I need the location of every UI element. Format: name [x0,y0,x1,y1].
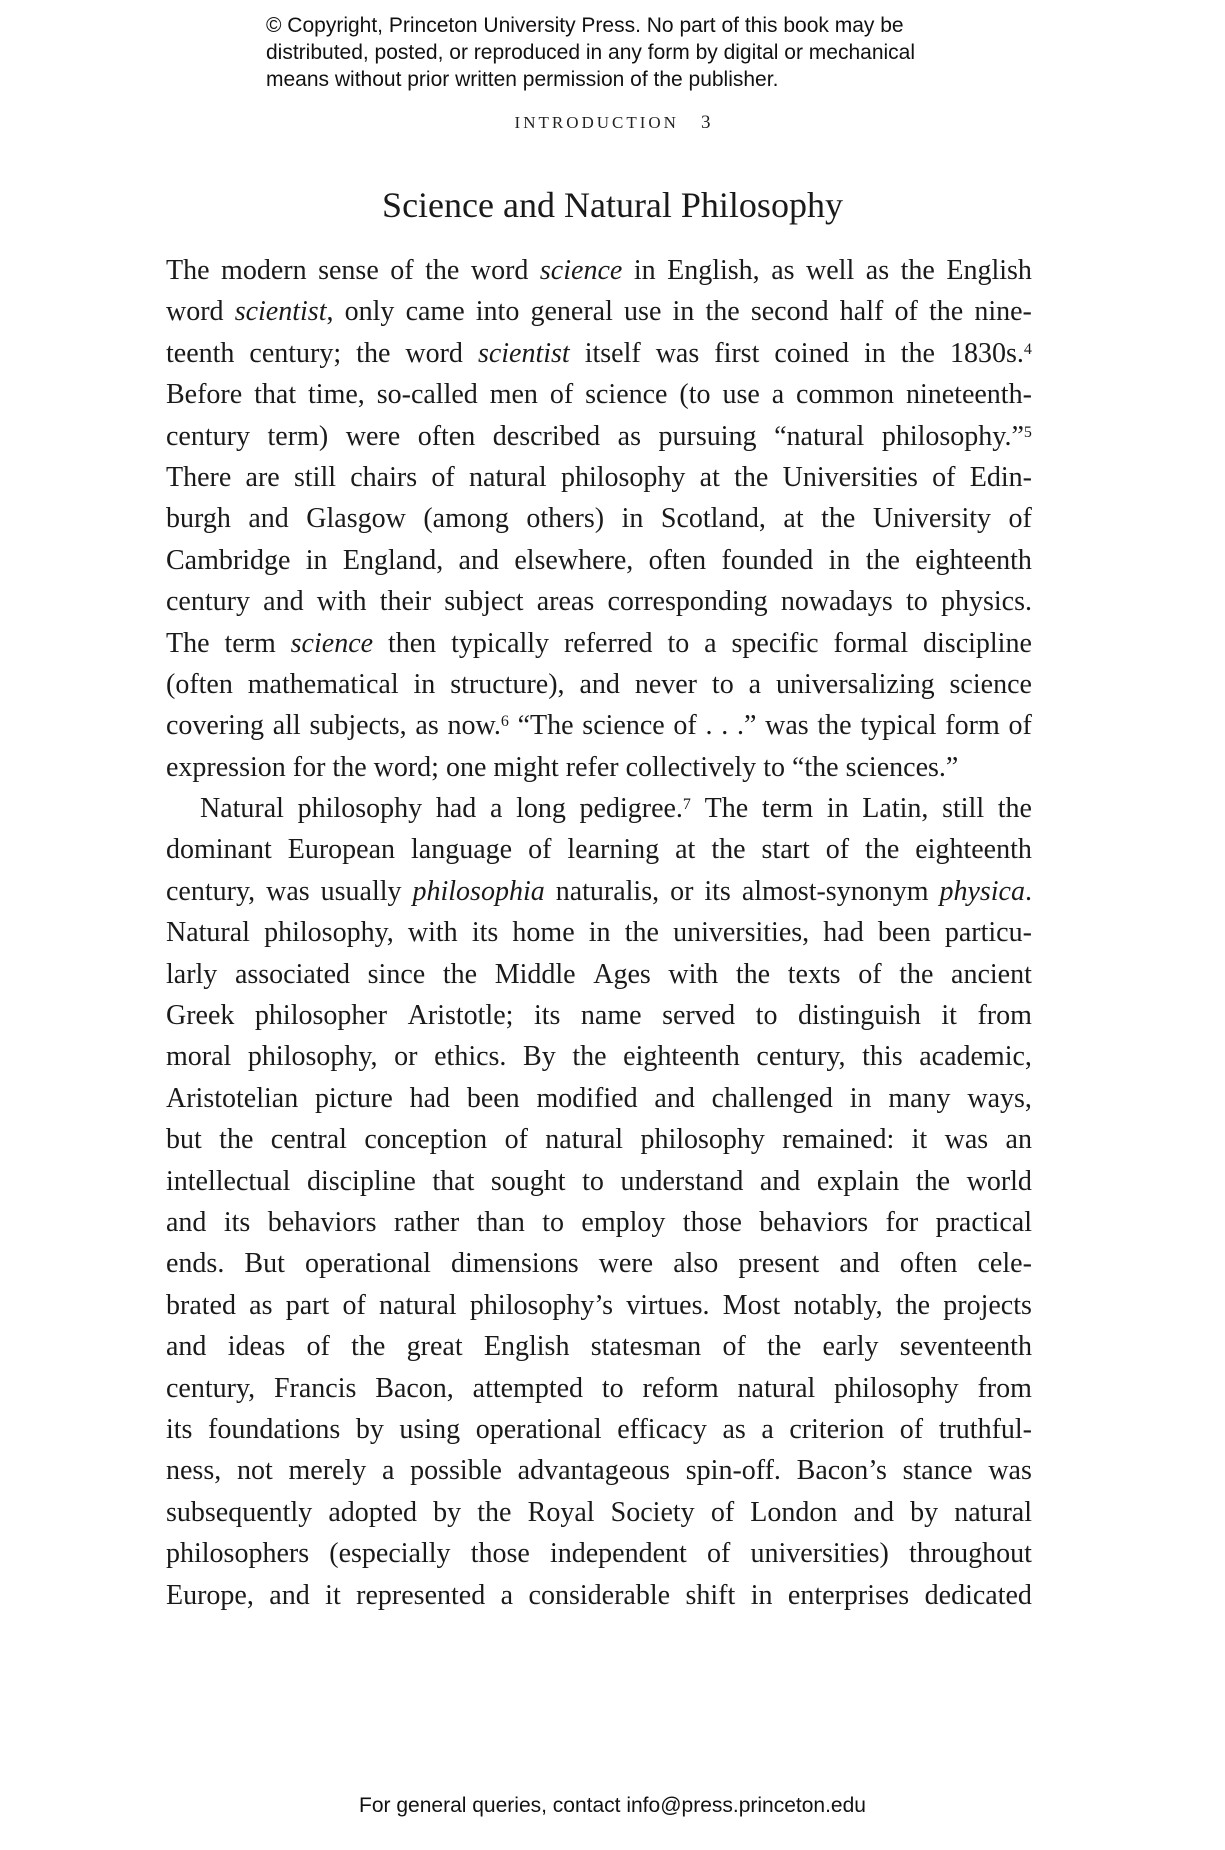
body-line: philosophers (especially those independent of universities) throughout [166,1538,1032,1570]
body-line: dominant European language of learning at the start of the eighteenth [166,834,1032,866]
body-line: covering all subjects, as now.$^6$ “The science of . . .” was the typical form of [166,710,1032,742]
body-line: Aristotelian picture had been modified and challenged in many ways, [166,1082,1032,1114]
body-line: Natural philosophy, with its home in the universities, had been particu- [166,917,1032,949]
body-line: ness, not merely a possible advantageous spin-off. Bacon’s stance was [166,1455,1032,1487]
body-line: brated as part of natural philosophy’s virtues. Most notably, the projects [166,1289,1032,1321]
body-line: century, Francis Bacon, attempted to reform natural philosophy from [166,1372,1032,1404]
section-title: Science and Natural Philosophy [382,185,843,225]
running-head-label: INTRODUCTION [514,113,679,132]
body-line: its foundations by using operational efficacy as a criterion of truthful- [166,1413,1032,1445]
body-line: Greek philosopher Aristotle; its name served to distinguish it from [166,1000,1032,1032]
body-line: century, was usually philosophia naturalis, or its almost-synonym physica. [166,875,1032,907]
body-line: The modern sense of the word science in English, as well as the English [166,255,1032,286]
body-line: intellectual discipline that sought to understand and explain the world [166,1165,1032,1197]
body-line: Cambridge in England, and elsewhere, often founded in the eighteenth [166,544,1032,576]
running-head [0,112,1225,134]
body-line: moral philosophy, or ethics. By the eighteenth century, this academic, [166,1041,1032,1073]
body-line: but the central conception of natural philosophy remained: it was an [166,1124,1032,1156]
body-line: century and with their subject areas corresponding nowadays to physics. [166,586,1032,618]
body-line: ends. But operational dimensions were also present and often cele- [166,1248,1032,1280]
body-line: Natural philosophy had a long pedigree.$^7$ The term in Latin, still the [200,793,1032,825]
copyright-line: means without prior written permission of the publisher. [266,68,779,91]
copyright-line: © Copyright, Princeton University Press. No part of this book may be [266,14,904,37]
body-line: teenth century; the word scientist itself was first coined in the 1830s.$^4$ [166,337,1032,369]
body-line: burgh and Glasgow (among others) in Scotland, at the University of [166,503,1032,535]
body-line: (often mathematical in structure), and never to a universalizing science [166,668,1032,700]
body-line: larly associated since the Middle Ages with the texts of the ancient [166,958,1032,990]
copyright-notice [266,12,1026,93]
body-line: There are still chairs of natural philosophy at the Universities of Edin- [166,461,1032,493]
body-line: Europe, and it represented a considerable shift in enterprises dedicated [166,1579,1032,1611]
body-line: The term science then typically referred to a specific formal discipline [166,627,1032,659]
body-line: and ideas of the great English statesman of the early seventeenth [166,1331,1032,1363]
footer-contact: For general queries, contact info@press.princeton.edu [359,1794,866,1817]
body-line: expression for the word; one might refer collectively to “the sciences.” [166,751,959,783]
page-number: 3 [700,112,711,133]
body-line: and its behaviors rather than to employ those behaviors for practical [166,1206,1032,1238]
body-line: subsequently adopted by the Royal Society of London and by natural [166,1496,1032,1528]
body-line: Before that time, so-called men of science (to use a common nineteenth- [166,379,1032,411]
body-line: century term) were often described as pursuing “natural philosophy.”$^5$ [166,420,1032,452]
body-line: word scientist, only came into general use in the second half of the nine- [166,296,1032,328]
copyright-line: distributed, posted, or reproduced in any form by digital or mechanical [266,41,916,64]
body-text [166,250,1032,1616]
